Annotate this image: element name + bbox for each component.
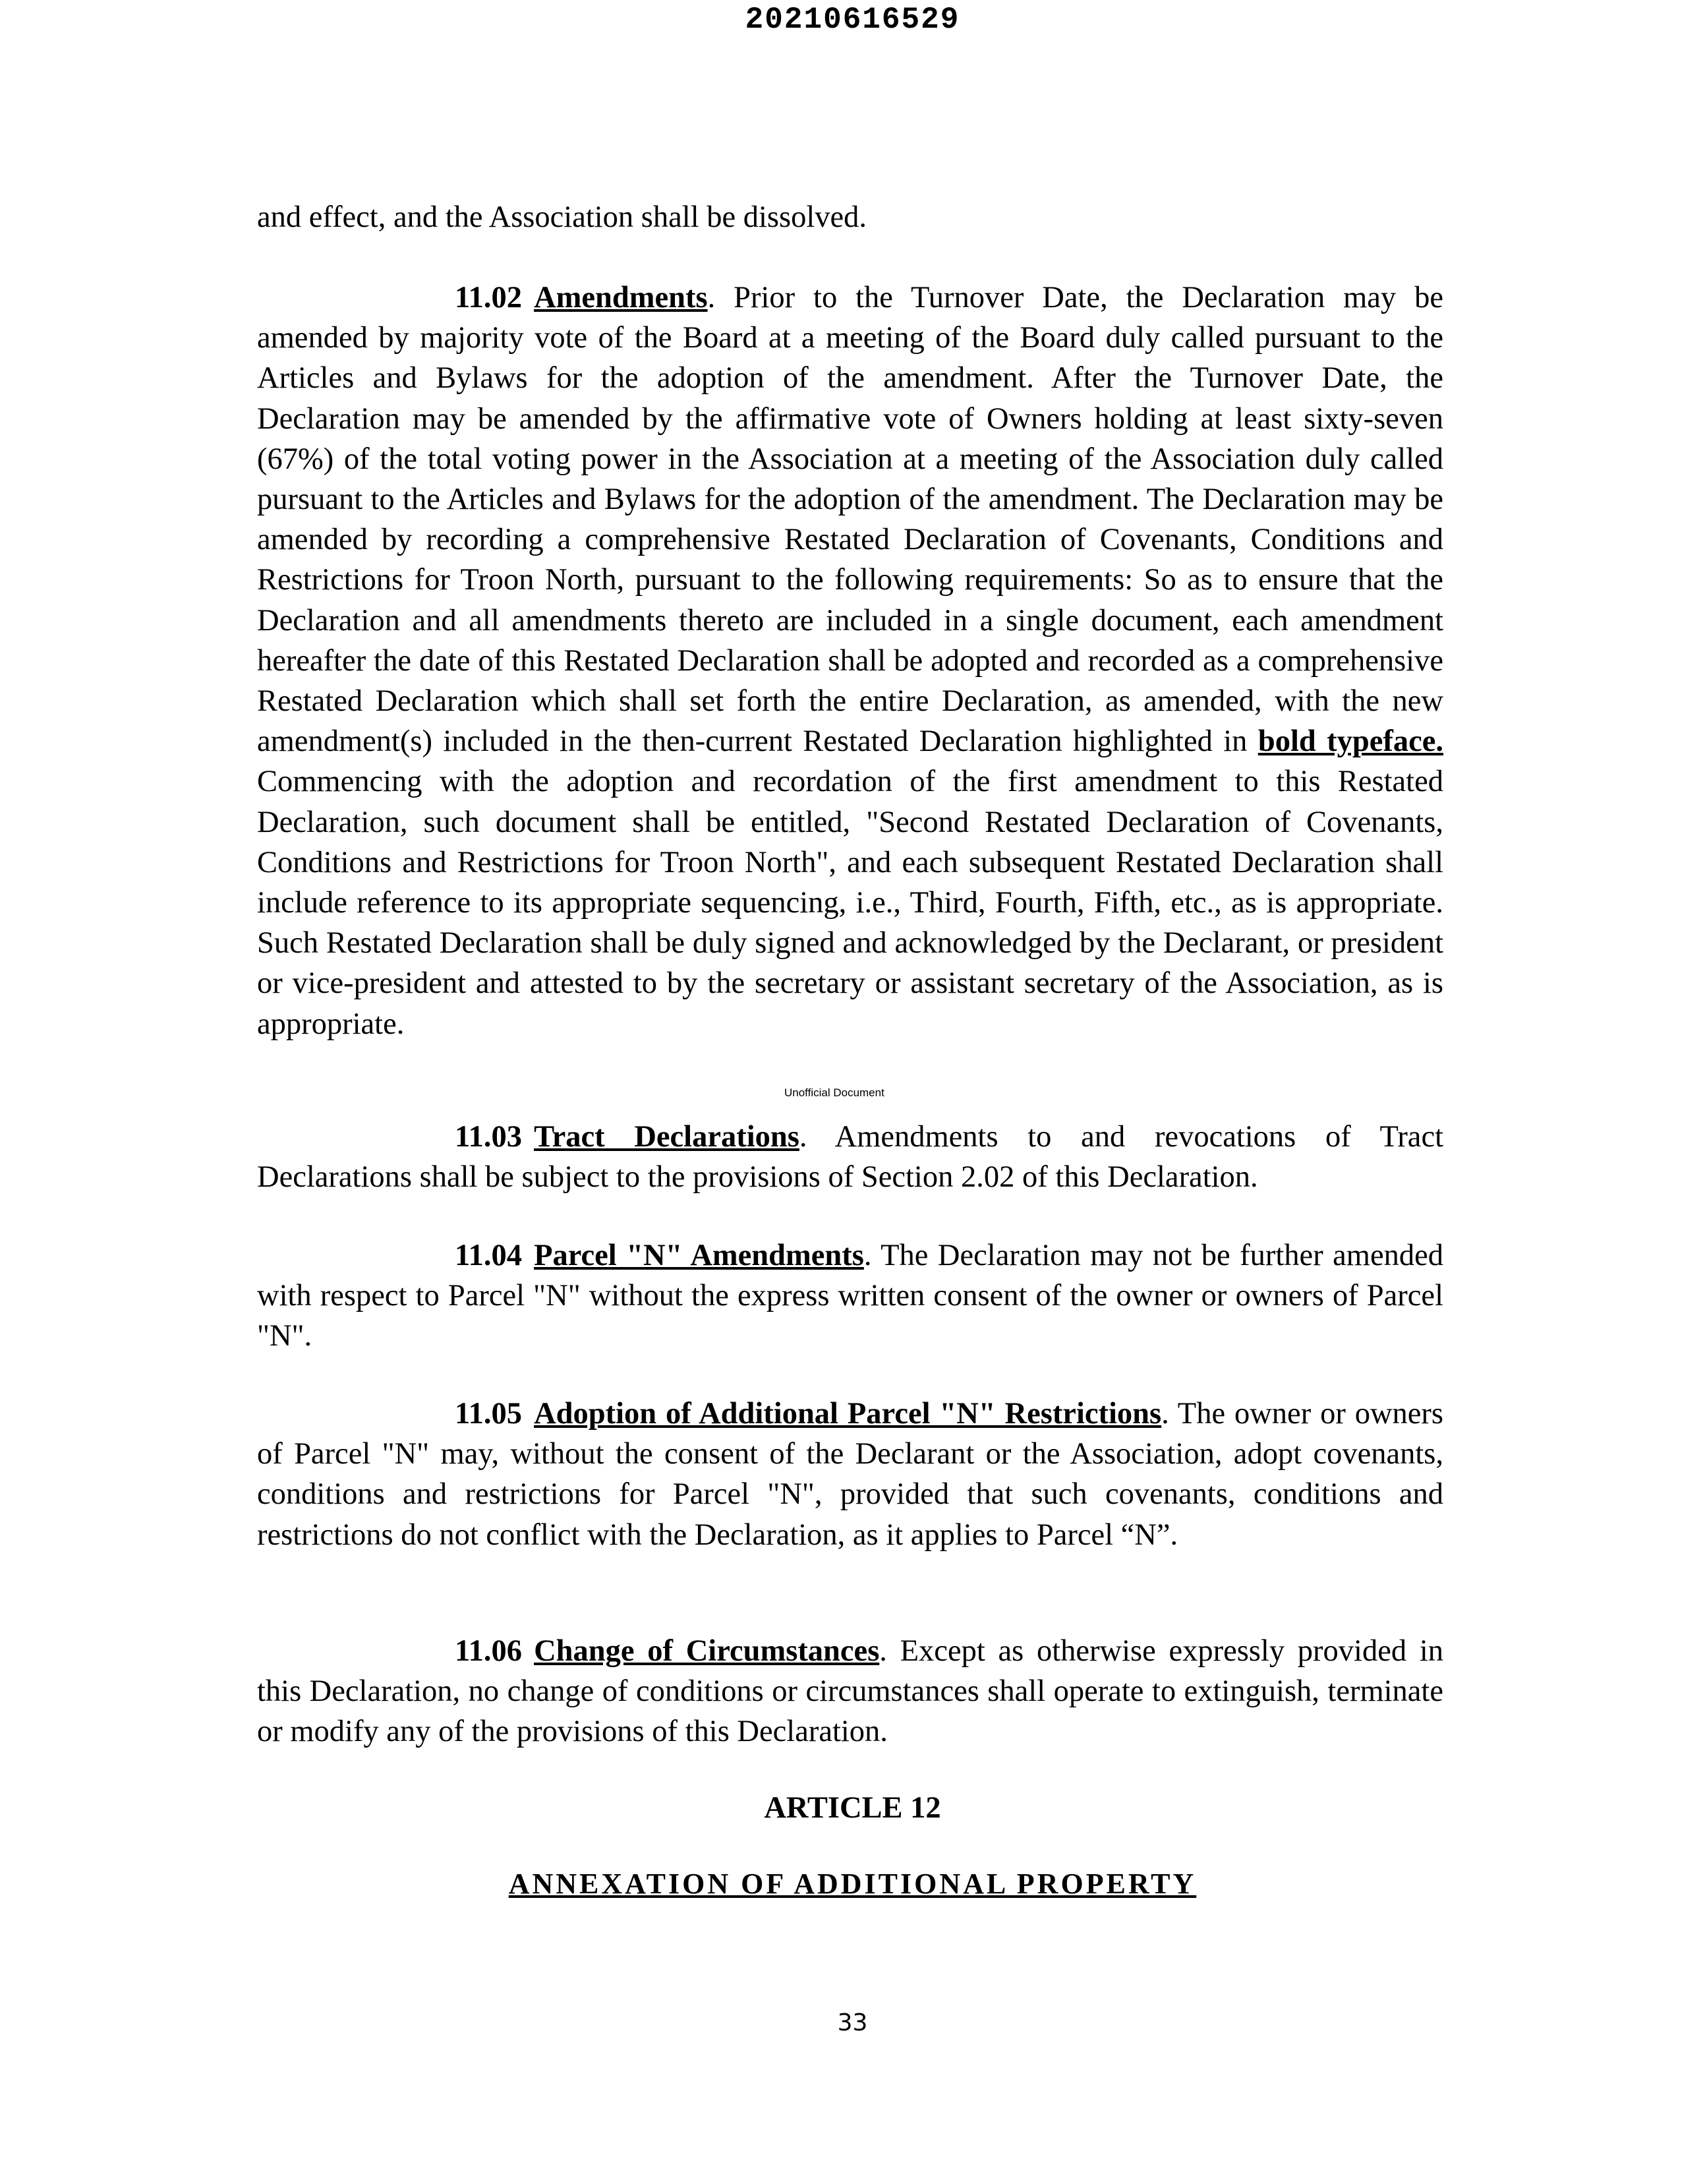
section-title: Amendments [534,281,708,314]
continuation-paragraph: and effect, and the Association shall be dissolved. [257,200,867,234]
section-text-continued: Commencing with the adoption and recordation of the first amendment to this Restated Declaration, such document shall be entitled, "Second Restated Declaration of Covenants, Conditions and Restrictions for Troon North", and each subsequent Restated Declaration shall include reference to its appropriate sequencing, i.e., Third, Fourth, Fifth, etc., as is appropriate. Such Restated Declaration shall be duly signed and acknowledged by the Declarant, or president or vice-president and attested to by the secretary or assistant secretary of the Association, as is appropriate. [257,765,1443,1041]
section-title: Adoption of Additional Parcel "N" Restrictions [534,1397,1162,1431]
section-number: 11.06 [455,1634,523,1668]
section-title: Parcel "N" Amendments [534,1239,864,1272]
section-number: 11.04 [455,1239,523,1272]
section-title: Change of Circumstances [534,1634,880,1668]
page-number: 33 [837,2009,868,2036]
bold-typeface-phrase: bold typeface. [1257,724,1444,759]
section-number: 11.03 [455,1120,523,1154]
section-11-05 [257,1394,1443,1555]
unofficial-document-watermark: Unofficial Document [784,1086,884,1099]
section-text: . Except as otherwise expressly provided in this Declaration, no change of conditions or circumstances shall operate to extinguish, terminate or modify any of the provisions of this Declaration. [257,1634,1443,1749]
article-heading: ARTICLE 12 [764,1791,941,1825]
section-number: 11.05 [455,1397,523,1431]
recording-number: 20210616529 [745,3,960,37]
section-text: . Prior to the Turnover Date, the Declaration may be amended by majority vote of the Board at a meeting of the Board duly called pursuant to the Articles and Bylaws for the adoption of the amendment. After the Turnover Date, the Declaration may be amended by the affirmative vote of Owners holding at least sixty-seven (67%) of the total voting power in the Association at a meeting of the Association duly called pursuant to the Articles and Bylaws for the adoption of the amendment. The Declaration may be amended by recording a comprehensive Restated Declaration of Covenants, Conditions and Restrictions for Troon North, pursuant to the following requirements: So as to ensure that the Declaration and all amendments thereto are included in a single document, each amendment hereafter the date of this Restated Declaration shall be adopted and recorded as a comprehensive Restated Declaration which shall set forth the entire Declaration, as amended, with the new amendment(s) included in the then-current Restated Declaration highlighted in [257,281,1443,759]
section-text: . The Declaration may not be further amended with respect to Parcel "N" without the express written consent of the owner or owners of Parcel "N". [257,1239,1444,1353]
section-text: . Amendments to and revocations of Tract Declarations shall be subject to the provisions of Section 2.02 of this Declaration. [257,1120,1443,1195]
section-11-02 [257,278,1443,1044]
section-11-04 [257,1235,1443,1357]
section-11-03 [257,1117,1443,1197]
section-title: Tract Declarations [534,1120,799,1154]
article-title: ANNEXATION OF ADDITIONAL PROPERTY [508,1868,1197,1900]
section-text: . The owner or owners of Parcel "N" may, without the consent of the Declarant or the Association, adopt covenants, conditions and restrictions for Parcel "N", provided that such covenants, conditions and restrictions do not conflict with the Declaration, as it applies to Parcel “N”. [257,1397,1443,1552]
section-11-06 [257,1631,1443,1752]
section-number: 11.02 [455,281,523,314]
